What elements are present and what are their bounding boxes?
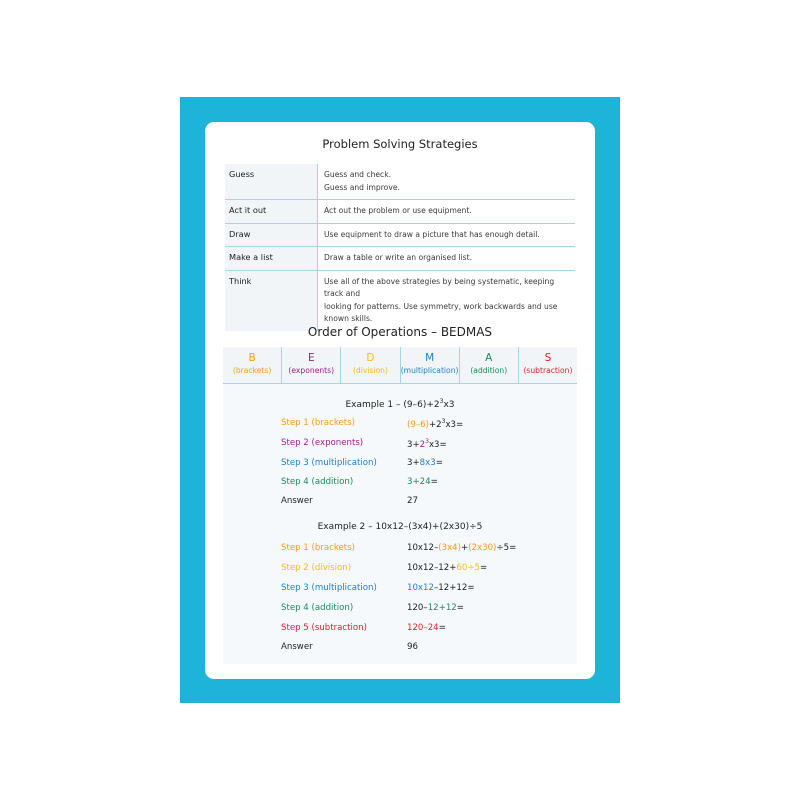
- answer-value: 96: [407, 642, 418, 652]
- bedmas-letter: B: [248, 352, 256, 364]
- strategy-label: Think: [225, 271, 317, 331]
- poster-card: [205, 122, 595, 679]
- strategy-row: [225, 200, 575, 224]
- bedmas-word: (division): [352, 366, 388, 375]
- bedmas-word: (addition): [470, 366, 508, 375]
- operations-title: Order of Operations – BEDMAS: [307, 325, 493, 339]
- strategy-description: [317, 224, 575, 247]
- step-label: Step 3 (multiplication): [281, 458, 377, 468]
- description-line: Guess and improve.: [324, 182, 400, 192]
- step-label: Step 2 (division): [281, 563, 352, 573]
- bedmas-cell-b: [223, 347, 281, 383]
- bedmas-letter: A: [485, 352, 493, 364]
- bedmas-table: [223, 347, 577, 384]
- strategy-row: [225, 164, 575, 200]
- bedmas-cell-e: [281, 347, 340, 383]
- step-expression: 10x12–12+12=: [407, 583, 475, 593]
- step-expression: $(9-6)+2^3x3=$: [407, 418, 464, 430]
- bedmas-word: (exponents): [288, 366, 335, 375]
- strategy-description: [317, 271, 575, 331]
- strategy-description: [317, 200, 575, 223]
- bedmas-cell-d: [340, 347, 399, 383]
- strategy-label: Draw: [225, 224, 317, 247]
- examples-panel: [223, 384, 577, 664]
- description-line: Draw a table or write an organised list.: [324, 253, 472, 262]
- strategies-title: Problem Solving Strategies: [322, 137, 478, 151]
- step-expression: 3+24=: [407, 477, 438, 487]
- strategy-label: Guess: [225, 164, 317, 199]
- step-expression: 120–12+12=: [407, 603, 464, 613]
- example-2-title: Example 2 – 10x12–(3x4)+(2x30)÷5: [317, 522, 483, 532]
- bedmas-letter: D: [366, 352, 375, 364]
- step-label: Answer: [281, 496, 313, 506]
- strategy-label: Make a list: [225, 247, 317, 270]
- step-label: Step 3 (multiplication): [281, 583, 377, 593]
- step-label: Step 4 (addition): [281, 603, 354, 613]
- description-line: looking for patterns. Use symmetry, work backwards and use known skills.: [324, 301, 558, 323]
- description-line: Use all of the above strategies by being systematic, keeping track and: [324, 276, 555, 298]
- step-expression: 3+8x3=: [407, 458, 443, 468]
- bedmas-letter: S: [544, 352, 552, 364]
- bedmas-letter: E: [307, 352, 315, 364]
- bedmas-word: (subtraction): [523, 366, 573, 375]
- strategies-table: [225, 164, 575, 331]
- step-label: Step 4 (addition): [281, 477, 354, 487]
- strategy-row: [225, 247, 575, 271]
- bedmas-word: (brackets): [232, 366, 272, 375]
- bedmas-word: (multiplication): [400, 366, 459, 375]
- bedmas-cell-a: [459, 347, 518, 383]
- bedmas-cell-m: [400, 347, 459, 383]
- example-1-title: Example $1 - (9-6)+2^3x3$: [345, 398, 455, 410]
- step-expression: $3+2^3x3=$: [407, 438, 447, 450]
- answer-value: 27: [407, 496, 418, 506]
- bedmas-cell-s: [518, 347, 577, 383]
- step-expression: 120–24=: [407, 623, 446, 633]
- step-expression: 10x12–12+60÷5=: [407, 563, 488, 573]
- step-label: Step 5 (subtraction): [281, 623, 367, 633]
- strategy-description: [317, 247, 575, 270]
- step-label: Step 1 (brackets): [281, 418, 355, 428]
- step-label: Step 2 (exponents): [281, 438, 364, 448]
- step-expression: 10x12–(3x4)+(2x30)÷5=: [407, 543, 517, 553]
- strategy-row: [225, 271, 575, 331]
- step-label: Step 1 (brackets): [281, 543, 355, 553]
- strategy-label: Act it out: [225, 200, 317, 223]
- description-line: Act out the problem or use equipment.: [324, 206, 472, 215]
- description-line: Use equipment to draw a picture that has enough detail.: [324, 229, 540, 239]
- strategy-row: [225, 224, 575, 248]
- description-line: Guess and check.: [324, 170, 392, 179]
- step-label: Answer: [281, 642, 313, 652]
- bedmas-letter: M: [425, 352, 435, 364]
- strategy-description: [317, 164, 575, 199]
